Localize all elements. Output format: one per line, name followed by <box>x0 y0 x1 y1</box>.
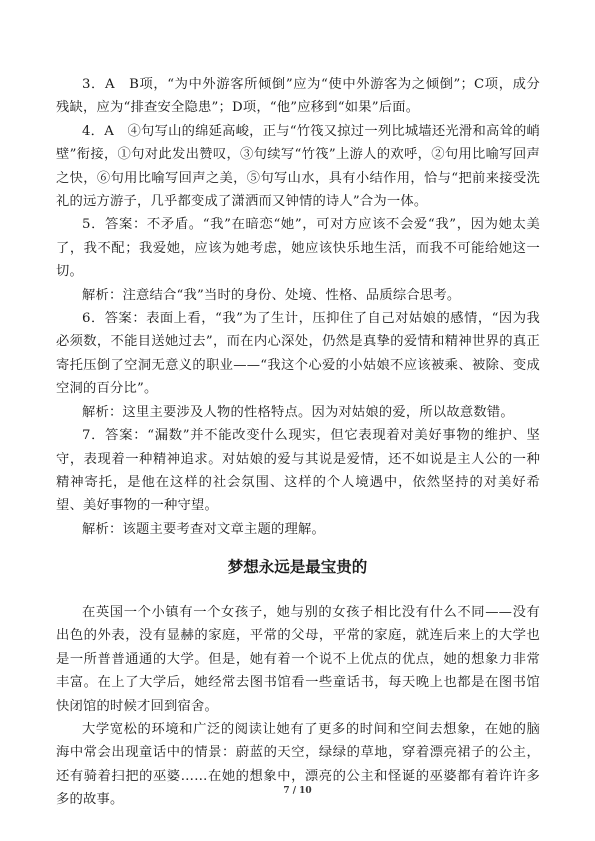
article-paragraph-1: 在英国一个小镇有一个女孩子，她与别的女孩子相比没有什么不同——没有出色的外表，没有显赫的家庭，平常的父母，平常的家庭，就连后来上的大学也是一所普普通通的大学。但是，她有着一个说不上优点的优点，她的想象力非常丰富。在上了大学后，她经常去图书馆看一些童话书，每天晚上也都是在图书馆快闭馆的时候才回到宿舍。 <box>56 605 540 714</box>
answer-5: 5．答案：不矛盾。“我”在暗恋“她”，可对方应该不会爱“我”，因为她太美了，我不配；我爱她，应该为她考虑，她应该快乐地生活，而我不可能给她这一切。 <box>56 217 540 280</box>
answer-6-explanation: 解析：这里主要涉及人物的性格特点。因为对姑娘的爱，所以故意数错。 <box>82 404 514 420</box>
answer-5-explanation: 解析：注意结合“我”当时的身份、处境、性格、品质综合思考。 <box>82 287 461 303</box>
article-paragraph-2: 大学宽松的环境和广泛的阅读让她有了更多的时间和空间去想象，在她的脑海中常会出现童话中的情景：蔚蓝的天空，绿绿的草地，穿着漂亮裙子的公主，还有骑着扫把的巫婆……在她的想象中，漂亮的公主和怪诞的巫婆都有着许许多多的故事。 <box>56 722 540 808</box>
answer-6: 6．答案：表面上看，“我”为了生计，压抑住了自己对姑娘的感情，“因为我必须数，不能目送她过去”，而在内心深处，仍然是真挚的爱情和精神世界的真正寄托压倒了空洞无意义的职业——“我这个心爱的小姑娘不应该被乘、被除、变成空洞的百分比”。 <box>56 311 540 397</box>
answer-7-explanation: 解析：该题主要考查对文章主题的理解。 <box>82 521 325 537</box>
answer-3: 3．A B项，“为中外游客所倾倒”应为“使中外游客为之倾倒”；C项，成分残缺，应为“排查安全隐患”；D项，“他”应移到“如果”后面。 <box>56 77 540 116</box>
answer-4: 4．A ④句写山的绵延高峻，正与“竹筏又掠过一列比城墙还光滑和高耸的峭壁”衔接，①句对此发出赞叹，③句续写“竹筏”上游人的欢呼，②句用比喻写回声之快，⑥句用比喻写回声之美，⑤句写山水，具有小结作用，恰与“把前来接受洗礼的远方游子，几乎都变成了潇洒而又钟情的诗人”合为一体。 <box>56 123 540 210</box>
page-number: 7 / 10 <box>283 786 312 796</box>
article-body <box>56 601 540 812</box>
article-title: 梦想永远是最宝贵的 <box>227 558 368 576</box>
answer-7: 7．答案：“漏数”并不能改变什么现实，但它表现着对美好事物的维护、坚守，表现着一种精神追求。对姑娘的爱与其说是爱情，还不如说是主人公的一种精神寄托，是他在这样的社会氛围、这样的个人境遇中，依然坚持的对美好希望、美好事物的一种守望。 <box>56 428 540 514</box>
answer-section <box>56 73 540 541</box>
